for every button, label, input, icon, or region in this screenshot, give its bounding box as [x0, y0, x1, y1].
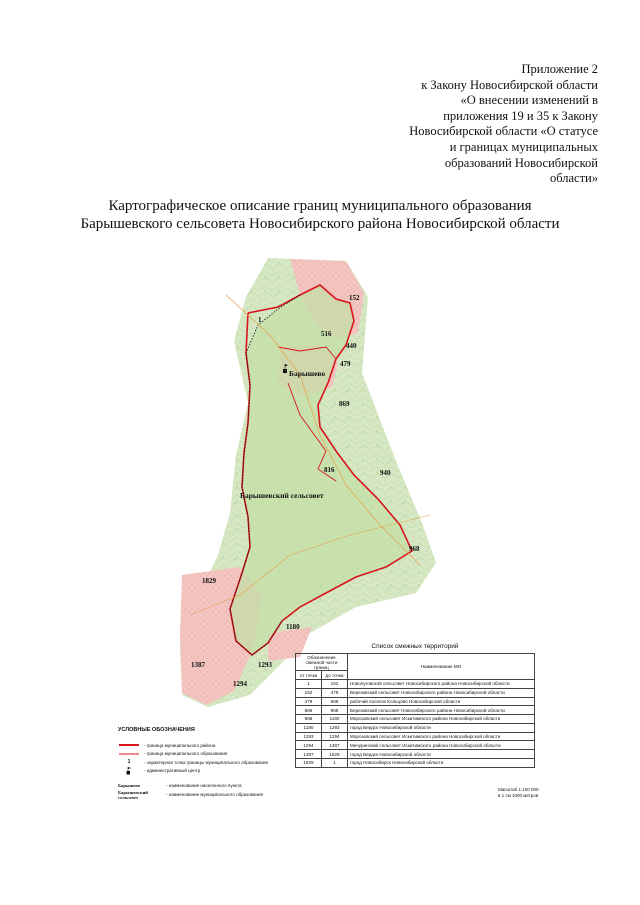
point-label: 479	[340, 360, 351, 368]
legend-municipality-name: Барышевский сельсовет	[118, 789, 148, 800]
point-label: 869	[339, 400, 350, 408]
cell-to: 1180	[322, 715, 348, 724]
legend-item	[118, 741, 318, 750]
document-title	[0, 197, 640, 233]
cell-to: 968	[322, 706, 348, 715]
header-name: Наименование МО	[348, 654, 535, 680]
thin-red-line-icon	[118, 752, 140, 756]
cell-from: 1	[296, 679, 322, 688]
legend-name-item	[118, 790, 318, 799]
cell-name: Березовский сельсовет Новосибирского района Новосибирской области	[348, 706, 535, 715]
boundary-map	[150, 255, 450, 710]
legend-text: - граница муниципального образования	[144, 751, 228, 757]
point-label: 816	[324, 466, 335, 474]
table-row	[296, 741, 535, 750]
header-to: до точки	[322, 671, 348, 680]
point-label: 440	[346, 342, 357, 350]
title-line-2: Барышевского сельсовета Новосибирского района Новосибирской области	[80, 216, 560, 232]
cell-from: 1180	[296, 723, 322, 732]
municipality-name: Барышевский сельсовет	[240, 491, 324, 500]
appendix-line: области»	[549, 171, 598, 186]
table-row	[296, 732, 535, 741]
appendix-line: Новосибирской области «О статусе	[409, 124, 598, 139]
cell-from: 152	[296, 688, 322, 697]
appendix-line: Приложение 2	[521, 62, 598, 76]
appendix-header	[338, 62, 598, 187]
cell-name: Морозовский сельсовет Искитимского района Новосибирской области	[348, 732, 535, 741]
cell-from: 1293	[296, 732, 322, 741]
title-line-1: Картографическое описание границ муниципального образования	[108, 198, 532, 214]
point-label: 1180	[286, 623, 300, 631]
thick-red-line-icon	[118, 743, 140, 747]
cell-name: рабочий поселок Кольцово Новосибирской области	[348, 697, 535, 706]
scale-note: в 1 см 1000 метров	[498, 793, 539, 798]
cell-name: город Бердск Новосибирской области	[348, 723, 535, 732]
header-group: Обозначение смежной части границ	[296, 654, 348, 671]
legend-text: - наименование населенного пункта	[166, 783, 242, 788]
cell-from: 869	[296, 706, 322, 715]
appendix-line: к Закону Новосибирской области	[421, 77, 598, 92]
point-label: 1	[258, 316, 262, 324]
settlement-name: Барышево	[289, 369, 326, 378]
legend-item	[118, 750, 318, 759]
table-row	[296, 723, 535, 732]
scale-ratio: Масштаб 1:100 000	[498, 787, 539, 792]
cell-name: Мичуринский сельсовет Искитимского района Новосибирской области	[348, 741, 535, 750]
appendix-line: и границах муниципальных	[449, 139, 598, 154]
cell-from: 968	[296, 715, 322, 724]
table-row	[296, 759, 535, 768]
cell-to: 1829	[322, 750, 348, 759]
cell-to: 869	[322, 697, 348, 706]
cell-name: Новолуговской сельсовет Новосибирского района Новосибирской области	[348, 679, 535, 688]
table-header	[296, 654, 535, 671]
cell-name: Березовский сельсовет Новосибирского района Новосибирской области	[348, 688, 535, 697]
point-label: 1293	[258, 661, 272, 669]
cell-from: 1829	[296, 759, 322, 768]
cell-to: 479	[322, 688, 348, 697]
legend-point-number: 1	[127, 759, 131, 766]
map-legend	[118, 727, 318, 799]
cell-from: 1387	[296, 750, 322, 759]
adjacent-caption: Список смежных территорий	[371, 643, 459, 650]
point-label: 940	[380, 469, 391, 477]
legend-title: УСЛОВНЫЕ ОБОЗНАЧЕНИЯ	[118, 727, 195, 733]
point-label: 1387	[191, 661, 205, 669]
legend-text: - характерная точка границы муниципального образования	[144, 759, 268, 765]
point-number-icon	[118, 759, 140, 765]
legend-settlement-name: Барышево	[118, 783, 141, 788]
legend-text: - граница муниципального района	[144, 742, 216, 748]
cell-to: 152	[322, 679, 348, 688]
point-label: 152	[349, 294, 360, 302]
admin-center-icon	[118, 767, 140, 775]
table-row	[296, 697, 535, 706]
adjacent-table	[295, 653, 535, 768]
cell-name: город Новосибирск Новосибирской области	[348, 759, 535, 768]
point-label: 1294	[233, 680, 247, 688]
table-row	[296, 706, 535, 715]
cell-from: 479	[296, 697, 322, 706]
appendix-line: приложения 19 и 35 к Закону	[443, 108, 598, 123]
point-label: 516	[321, 330, 332, 338]
cell-from: 1294	[296, 741, 322, 750]
cell-name: город Бердск Новосибирской области	[348, 750, 535, 759]
point-label: 968	[409, 545, 420, 553]
map-scale	[498, 787, 539, 799]
cell-name: Морозовский сельсовет Искитимского района Новосибирской области	[348, 715, 535, 724]
appendix-line: «О внесении изменений в	[460, 93, 598, 108]
adjacent-territories	[295, 643, 535, 768]
cell-to: 1	[322, 759, 348, 768]
cell-to: 1294	[322, 732, 348, 741]
table-row	[296, 750, 535, 759]
header-from: от точки	[296, 671, 322, 680]
legend-text: - наименование муниципального образования	[166, 792, 263, 797]
appendix-line: образований Новосибирской	[444, 155, 598, 170]
table-row	[296, 679, 535, 688]
table-row	[296, 715, 535, 724]
cell-to: 1293	[322, 723, 348, 732]
legend-item	[118, 758, 318, 767]
legend-text: - административный центр	[144, 768, 201, 774]
table-row	[296, 688, 535, 697]
legend-item	[118, 767, 318, 776]
point-label: 1829	[202, 577, 216, 585]
cell-to: 1387	[322, 741, 348, 750]
